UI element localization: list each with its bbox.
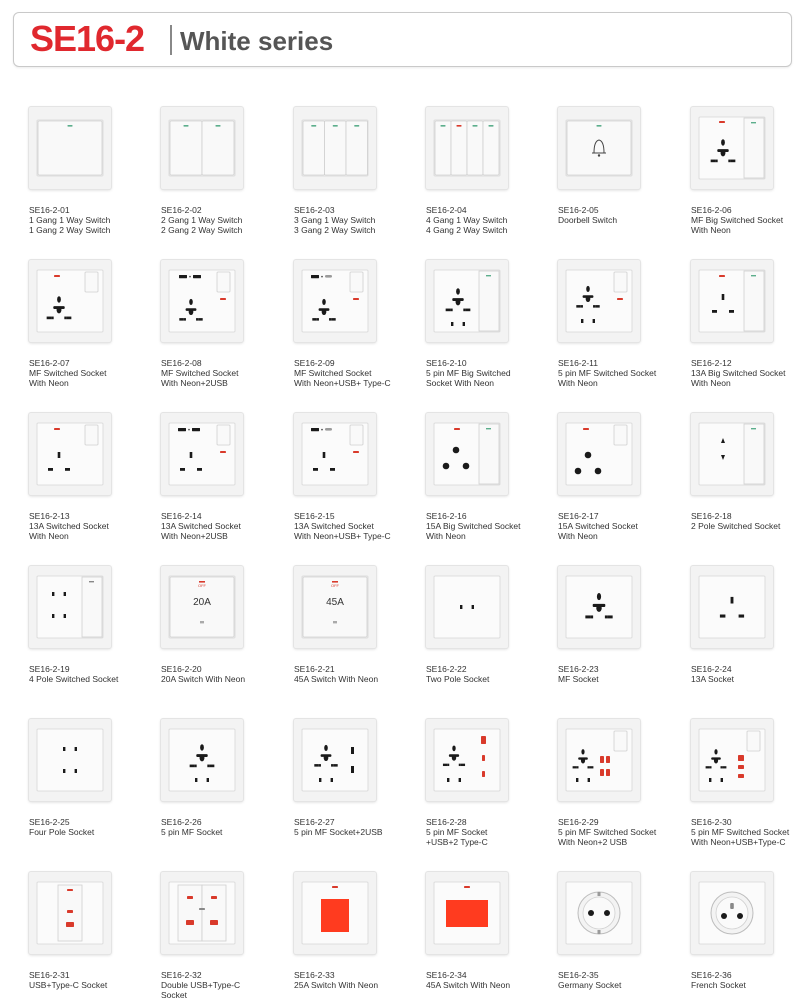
product-code: SE16-2-35 — [558, 970, 599, 980]
product-card — [294, 566, 424, 696]
product-description-line-1: 15A Switched Socket — [558, 521, 638, 531]
product-code: SE16-2-11 — [558, 358, 599, 368]
product-description-line-1: 4 Pole Switched Socket — [29, 674, 119, 684]
product-description-line-2: 2 Gang 2 Way Switch — [161, 225, 243, 235]
product-description-line-1: 3 Gang 1 Way Switch — [294, 215, 376, 225]
product-description-line-1: 15A Big Switched Socket — [426, 521, 521, 531]
product-description-line-1: 5 pin MF Switched Socket — [558, 827, 657, 837]
13a-switched-socket-usb-typec-icon — [294, 413, 376, 495]
product-code: SE16-2-10 — [426, 358, 467, 368]
product-code: SE16-2-29 — [558, 817, 599, 827]
product-description-line-1: MF Switched Socket — [29, 368, 107, 378]
product-code: SE16-2-08 — [161, 358, 202, 368]
product-code: SE16-2-25 — [29, 817, 70, 827]
13a-socket-icon — [691, 566, 773, 648]
mf-big-switched-socket-icon — [691, 107, 773, 189]
panel-rating-label: 45A — [326, 597, 344, 608]
product-card — [161, 413, 291, 543]
product-code: SE16-2-09 — [294, 358, 335, 368]
product-card — [161, 872, 291, 1002]
product-code: SE16-2-36 — [691, 970, 732, 980]
13a-switched-socket-icon — [29, 413, 111, 495]
panel-off-label: OFF — [331, 583, 339, 588]
product-description-line-1: MF Socket — [558, 674, 599, 684]
series-title: White series — [180, 26, 334, 56]
product-description-line-2: With Neon+2 USB — [558, 837, 628, 847]
45a-red-switch-icon — [426, 872, 508, 954]
product-description-line-2: +USB+2 Type-C — [426, 837, 488, 847]
product-code: SE16-2-03 — [294, 205, 335, 215]
panel-off-label: OFF — [198, 583, 206, 588]
model-title: SE16-2 — [30, 18, 145, 59]
mf-switched-socket-icon — [29, 260, 111, 342]
product-description-line-2: With Neon+USB+Type-C — [691, 837, 786, 847]
product-card — [426, 719, 556, 849]
product-description-line-1: Four Pole Socket — [29, 827, 95, 837]
product-card — [691, 413, 800, 543]
5pin-mf-switched-socket-2usb-icon — [558, 719, 640, 801]
product-card — [161, 566, 291, 696]
5pin-mf-socket-usb-2typec-icon — [426, 719, 508, 801]
product-description-line-2: With Neon+USB+ Type-C — [294, 531, 391, 541]
product-card — [161, 719, 291, 849]
french-socket-icon — [691, 872, 773, 954]
mf-switched-socket-usb-typec-icon — [294, 260, 376, 342]
mf-switched-socket-2usb-icon — [161, 260, 243, 342]
13a-switched-socket-2usb-icon — [161, 413, 243, 495]
product-description-line-2: 4 Gang 2 Way Switch — [426, 225, 508, 235]
product-description-line-1: MF Switched Socket — [294, 368, 372, 378]
product-code: SE16-2-19 — [29, 664, 70, 674]
product-code: SE16-2-02 — [161, 205, 202, 215]
product-description-line-2: 1 Gang 2 Way Switch — [29, 225, 111, 235]
product-description-line-1: USB+Type-C Socket — [29, 980, 108, 990]
product-card — [691, 260, 800, 390]
product-card — [294, 260, 424, 390]
product-description-line-1: 5 pin MF Socket — [426, 827, 488, 837]
germany-socket-icon — [558, 872, 640, 954]
product-code: SE16-2-16 — [426, 511, 467, 521]
product-code: SE16-2-18 — [691, 511, 732, 521]
product-card — [29, 719, 159, 849]
product-code: SE16-2-01 — [29, 205, 70, 215]
product-card — [294, 107, 424, 237]
5pin-mf-switched-socket-icon — [558, 260, 640, 342]
5pin-mf-switched-socket-usb-typec-icon — [691, 719, 773, 801]
product-card — [29, 413, 159, 543]
product-description-line-2: Socket — [161, 990, 187, 1000]
1-gang-switch-icon — [29, 107, 111, 189]
product-description-line-2: Socket With Neon — [426, 378, 495, 388]
2-gang-switch-icon — [161, 107, 243, 189]
product-card — [558, 413, 688, 543]
product-card — [691, 107, 800, 237]
product-code: SE16-2-32 — [161, 970, 202, 980]
product-description-line-2: With Neon — [558, 531, 598, 541]
product-description-line-1: 13A Switched Socket — [294, 521, 374, 531]
product-card — [426, 107, 556, 237]
product-description-line-1: 45A Switch With Neon — [426, 980, 511, 990]
15a-switched-socket-icon — [558, 413, 640, 495]
product-description-line-1: 5 pin MF Socket — [161, 827, 223, 837]
product-description-line-2: With Neon — [691, 378, 731, 388]
panel-rating-label: 20A — [193, 597, 211, 608]
two-pole-socket-icon — [426, 566, 508, 648]
4-pole-switched-socket-icon — [29, 566, 111, 648]
product-description-line-1: 25A Switch With Neon — [294, 980, 379, 990]
product-card — [558, 566, 688, 696]
product-description-line-2: With Neon+2USB — [161, 531, 228, 541]
2-pole-switched-socket-icon — [691, 413, 773, 495]
product-description-line-2: With Neon+USB+ Type-C — [294, 378, 391, 388]
product-description-line-1: MF Switched Socket — [161, 368, 239, 378]
product-description-line-2: With Neon — [29, 378, 69, 388]
product-card — [294, 872, 424, 1002]
double-usb-typec-socket-icon — [161, 872, 243, 954]
product-code: SE16-2-33 — [294, 970, 335, 980]
product-code: SE16-2-34 — [426, 970, 467, 980]
product-card — [161, 260, 291, 390]
product-description-line-2: 3 Gang 2 Way Switch — [294, 225, 376, 235]
product-code: SE16-2-24 — [691, 664, 732, 674]
product-code: SE16-2-23 — [558, 664, 599, 674]
15a-big-switched-socket-icon — [426, 413, 508, 495]
20a-switch-icon — [161, 566, 243, 648]
product-card — [558, 719, 688, 849]
product-description-line-1: Double USB+Type-C — [161, 980, 241, 990]
product-card — [161, 107, 291, 237]
25a-switch-icon — [294, 872, 376, 954]
product-code: SE16-2-17 — [558, 511, 599, 521]
product-description-line-1: Doorbell Switch — [558, 215, 618, 225]
product-card — [691, 719, 800, 849]
5pin-mf-socket-icon — [161, 719, 243, 801]
product-card — [29, 107, 159, 237]
5pin-mf-socket-2usb-icon — [294, 719, 376, 801]
product-code: SE16-2-20 — [161, 664, 202, 674]
product-card — [426, 260, 556, 390]
product-description-line-1: MF Big Switched Socket — [691, 215, 784, 225]
13a-big-switched-socket-icon — [691, 260, 773, 342]
usb-typec-socket-icon — [29, 872, 111, 954]
product-code: SE16-2-12 — [691, 358, 732, 368]
product-card — [558, 107, 688, 237]
mf-socket-icon — [558, 566, 640, 648]
product-description-line-1: 13A Big Switched Socket — [691, 368, 786, 378]
product-card — [294, 413, 424, 543]
product-description-line-2: With Neon — [691, 225, 731, 235]
product-card — [691, 566, 800, 696]
4-gang-switch-icon — [426, 107, 508, 189]
product-description-line-2: With Neon+2USB — [161, 378, 228, 388]
product-code: SE16-2-05 — [558, 205, 599, 215]
product-description-line-1: 5 pin MF Switched Socket — [691, 827, 790, 837]
product-description-line-2: With Neon — [29, 531, 69, 541]
product-code: SE16-2-22 — [426, 664, 467, 674]
product-description-line-2: With Neon — [558, 378, 598, 388]
product-description-line-2: With Neon — [426, 531, 466, 541]
product-code: SE16-2-04 — [426, 205, 467, 215]
3-gang-switch-icon — [294, 107, 376, 189]
45a-switch-icon — [294, 566, 376, 648]
product-code: SE16-2-30 — [691, 817, 732, 827]
product-card — [558, 260, 688, 390]
product-card — [294, 719, 424, 849]
product-code: SE16-2-14 — [161, 511, 202, 521]
product-description-line-1: 13A Switched Socket — [161, 521, 241, 531]
product-code: SE16-2-06 — [691, 205, 732, 215]
product-description-line-1: 4 Gang 1 Way Switch — [426, 215, 508, 225]
product-description-line-1: 2 Gang 1 Way Switch — [161, 215, 243, 225]
product-code: SE16-2-15 — [294, 511, 335, 521]
product-code: SE16-2-26 — [161, 817, 202, 827]
product-code: SE16-2-27 — [294, 817, 335, 827]
product-description-line-1: 5 pin MF Big Switched — [426, 368, 511, 378]
product-description-line-1: 5 pin MF Switched Socket — [558, 368, 657, 378]
product-card — [29, 872, 159, 1002]
product-description-line-1: 2 Pole Switched Socket — [691, 521, 781, 531]
product-code: SE16-2-07 — [29, 358, 70, 368]
product-description-line-1: 5 pin MF Socket+2USB — [294, 827, 383, 837]
product-code: SE16-2-28 — [426, 817, 467, 827]
product-description-line-1: 13A Switched Socket — [29, 521, 109, 531]
product-description-line-1: Two Pole Socket — [426, 674, 490, 684]
product-card — [29, 260, 159, 390]
four-pole-socket-icon — [29, 719, 111, 801]
product-code: SE16-2-31 — [29, 970, 70, 980]
product-description-line-1: 20A Switch With Neon — [161, 674, 246, 684]
product-description-line-1: Germany Socket — [558, 980, 622, 990]
product-code: SE16-2-13 — [29, 511, 70, 521]
product-card — [558, 872, 688, 1002]
product-description-line-1: 1 Gang 1 Way Switch — [29, 215, 111, 225]
product-card — [426, 566, 556, 696]
product-card — [426, 872, 556, 1002]
product-code: SE16-2-21 — [294, 664, 335, 674]
doorbell-switch-icon — [558, 107, 640, 189]
product-description-line-1: 45A Switch With Neon — [294, 674, 379, 684]
product-description-line-1: French Socket — [691, 980, 746, 990]
5pin-mf-big-switched-socket-icon — [426, 260, 508, 342]
product-description-line-1: 13A Socket — [691, 674, 735, 684]
product-card — [426, 413, 556, 543]
product-card — [29, 566, 159, 696]
product-card — [691, 872, 800, 1002]
